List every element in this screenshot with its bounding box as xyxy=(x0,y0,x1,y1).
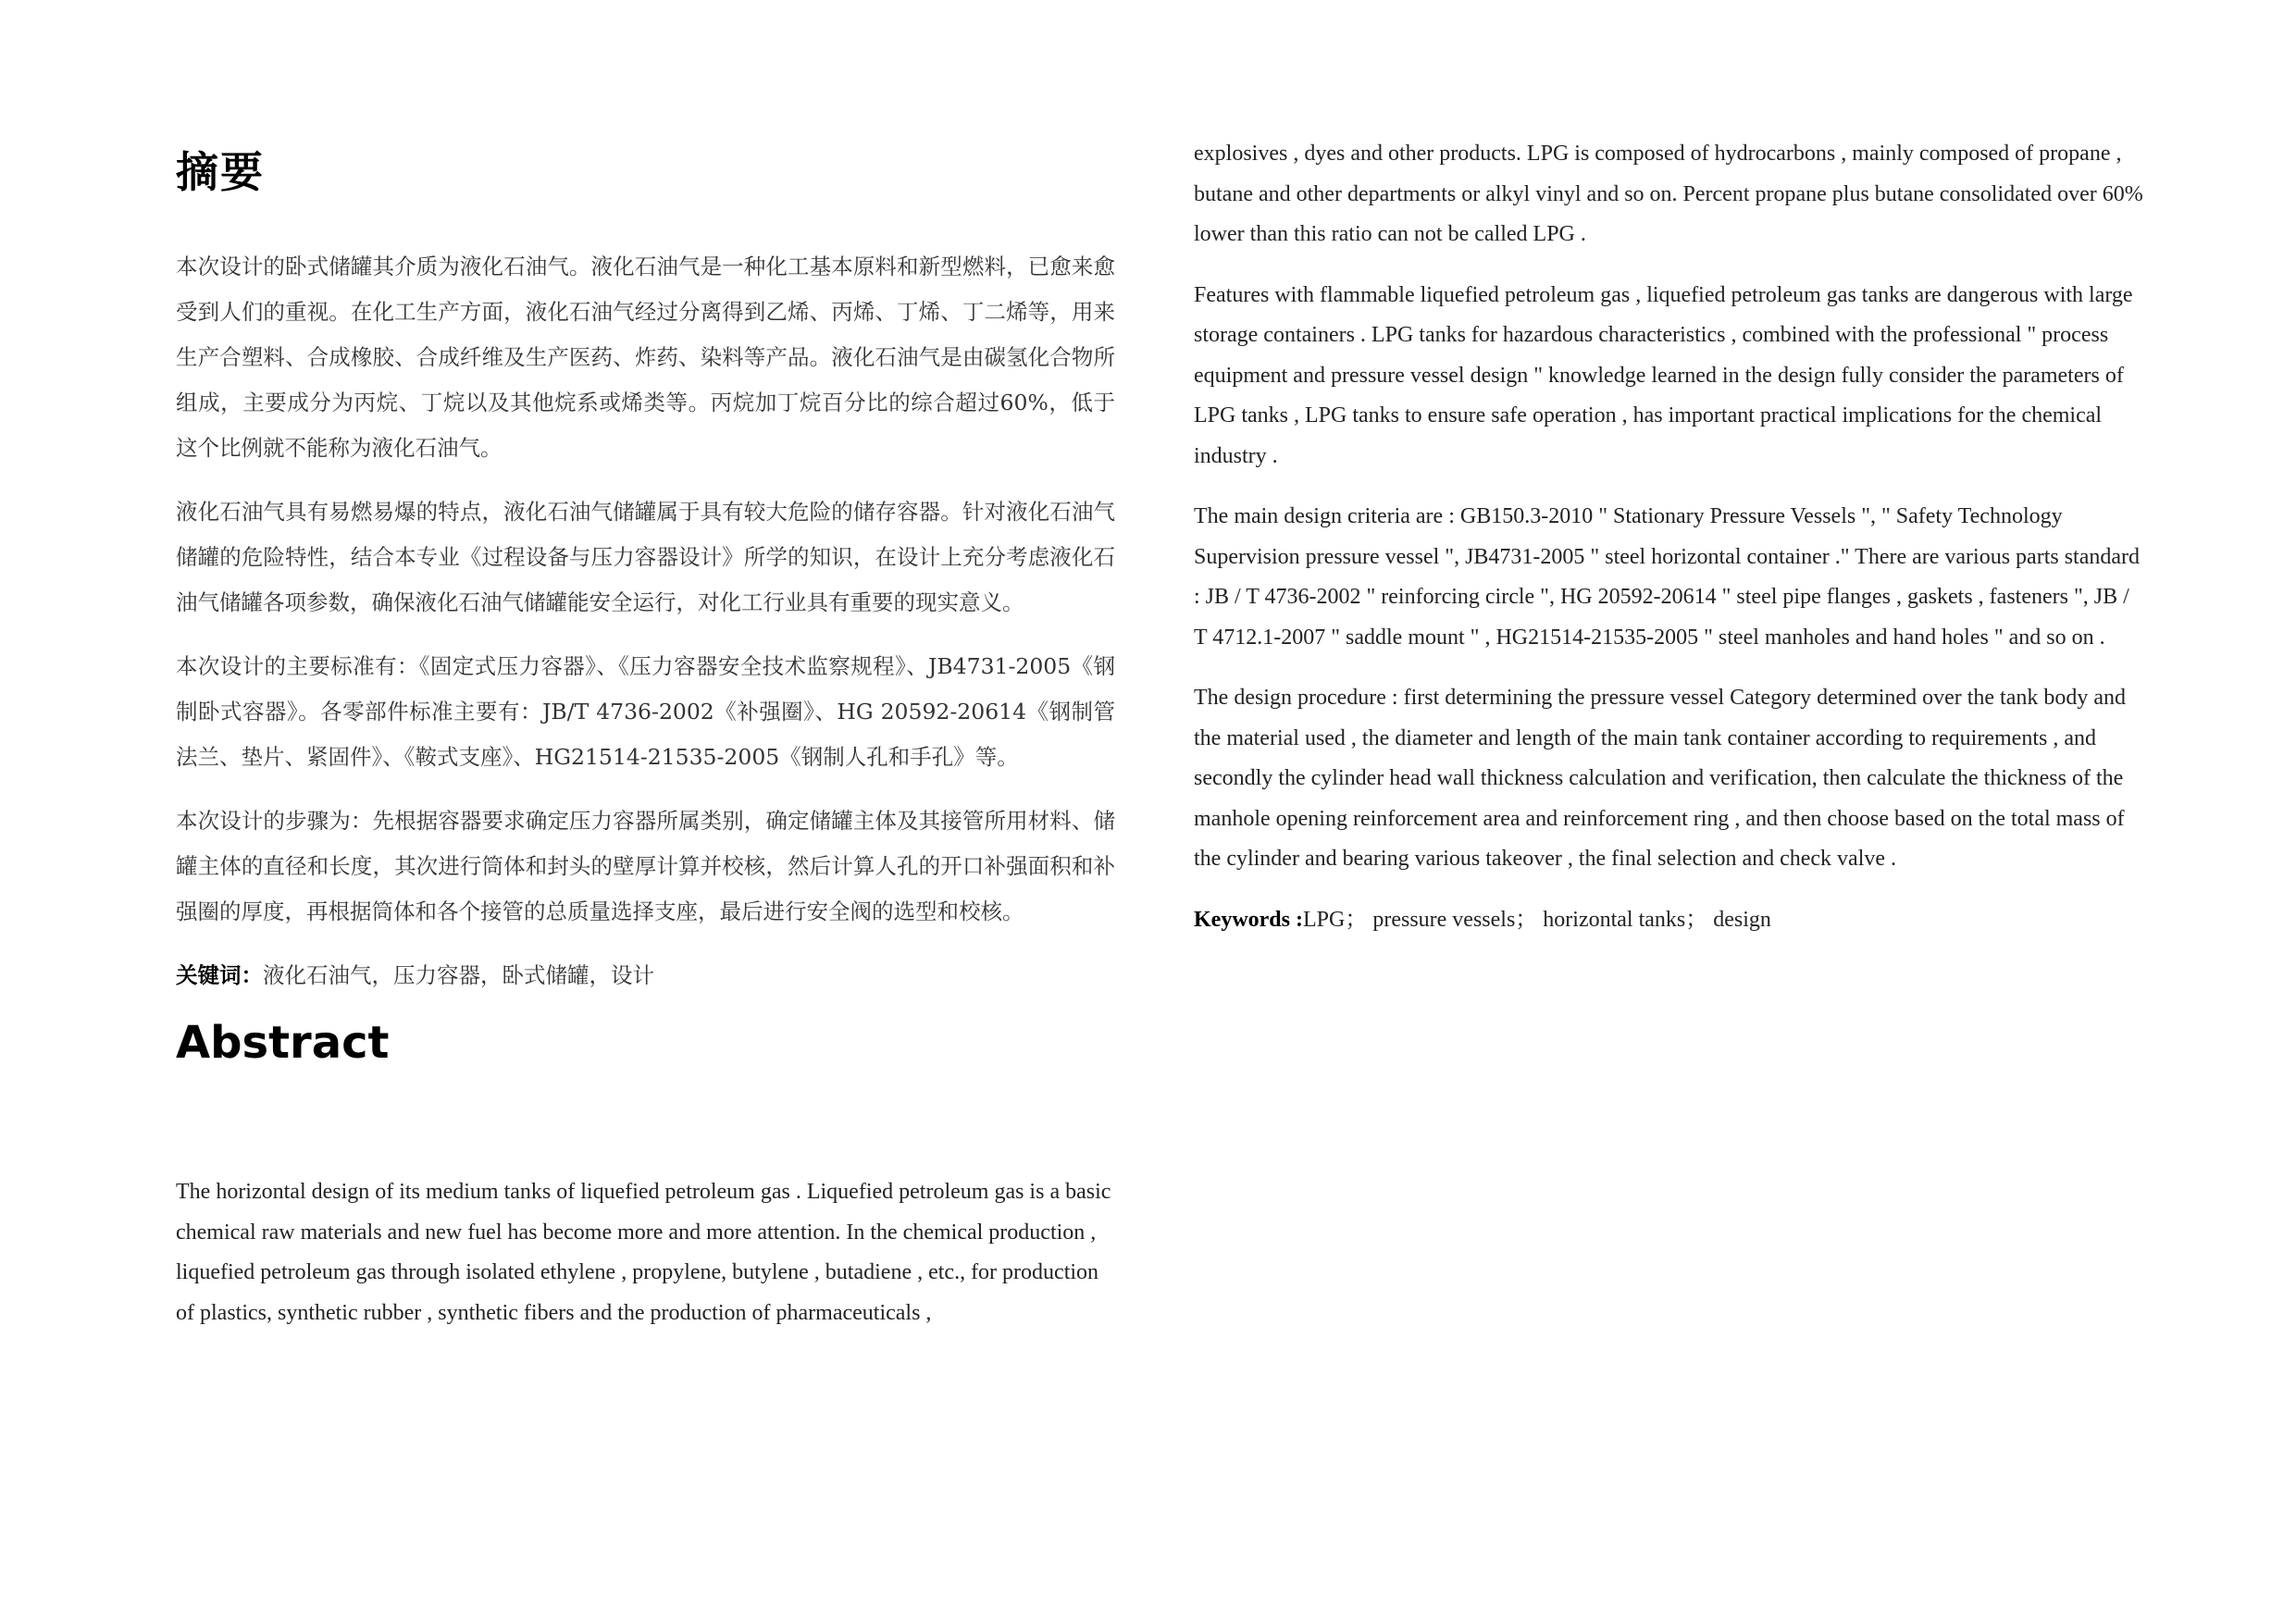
english-abstract-title: Abstract xyxy=(176,1017,390,1069)
english-abstract-paragraph-3: The main design criteria are : GB150.3-2010 " Stationary Pressure Vessels ", " Safety Technology Supervision pressure vessel ", JB4731-2005 " steel horizontal container ." There are various parts standard : JB / T 4736-2002 " reinforcing circle ", HG 20592-20614 " steel pipe flanges , gaskets , fasteners ", JB / T 4712.1-2007 " saddle mount " , HG21514-21535-2005 " steel manholes and hand holes " and so on . xyxy=(1194,504,2141,650)
english-abstract-paragraph-4: The design procedure : first determining the pressure vessel Category determined over the tank body and the material used , the diameter and length of the main tank container according to requirements , and secondly the cylinder head wall thickness calculation and verification, then calculate the thickness of the manhole opening reinforcement area and reinforcement ring , and then choose based on the total mass of the cylinder and bearing various takeover , the final selection and check valve . xyxy=(1194,686,2127,871)
english-abstract-paragraph-2: Features with flammable liquefied petroleum gas , liquefied petroleum gas tanks are dangerous with large storage containers . LPG tanks for hazardous characteristics , combined with the professional " process equipment and pressure vessel design " knowledge learned in the design fully consider the parameters of LPG tanks , LPG tanks to ensure safe operation , has important practical implications for the chemical industry . xyxy=(1194,282,2133,468)
chinese-abstract-paragraph-4: 本次设计的步骤为：先根据容器要求确定压力容器所属类别，确定储罐主体及其接管所用材料、储罐主体的直径和长度，其次进行筒体和封头的壁厚计算并校核，然后计算人孔的开口补强面积和补强圈的厚度，再根据筒体和各个接管的总质量选择支座，最后进行安全阀的选型和校核。 xyxy=(176,808,1115,924)
english-keywords-label: Keywords : xyxy=(1194,907,1303,932)
english-keywords xyxy=(1194,900,2147,941)
right-column xyxy=(1194,134,2147,940)
english-abstract-paragraph-1-continued: explosives , dyes and other products. LPG is composed of hydrocarbons , mainly composed of propane , butane and other departments or alkyl vinyl and so on. Percent propane plus butane consolidated over 60% lower than this ratio can not be called LPG . xyxy=(1194,142,2143,246)
keyword-1: LPG； xyxy=(1302,907,1368,932)
chinese-abstract-title: 摘要 xyxy=(176,147,265,197)
keyword-3: horizontal tanks； xyxy=(1543,907,1708,932)
chinese-keywords-text: 液化石油气，压力容器，卧式储罐，设计 xyxy=(263,962,654,988)
chinese-abstract-paragraph-1: 本次设计的卧式储罐其介质为液化石油气。液化石油气是一种化工基本原料和新型燃料，已愈来愈受到人们的重视。在化工生产方面，液化石油气经过分离得到乙烯、丙烯、丁烯、丁二烯等，用来生产合塑料、合成橡胶、合成纤维及生产医药、炸药、染料等产品。液化石油气是由碳氢化合物所组成，主要成分为丙烷、丁烷以及其他烷系或烯类等。丙烷加丁烷百分比的综合超过60%，低于这个比例就不能称为液化石油气。 xyxy=(176,254,1115,461)
left-column xyxy=(176,139,1115,1354)
chinese-keywords xyxy=(176,953,1115,998)
chinese-abstract-paragraph-2: 液化石油气具有易燃易爆的特点，液化石油气储罐属于具有较大危险的储存容器。针对液化石油气储罐的危险特性，结合本专业《过程设备与压力容器设计》所学的知识，在设计上充分考虑液化石油气储罐各项参数，确保液化石油气储罐能安全运行，对化工行业具有重要的现实意义。 xyxy=(176,499,1115,615)
keyword-4: design xyxy=(1713,907,1771,932)
english-abstract-paragraph-1: The horizontal design of its medium tanks of liquefied petroleum gas . Liquefied petroleum gas is a basic chemical raw materials and new fuel has become more and more attention. In the chemical production , liquefied petroleum gas through isolated ethylene , propylene, butylene , butadiene , etc., for production of plastics, synthetic rubber , synthetic fibers and the production of pharmaceuticals , xyxy=(176,1180,1111,1325)
chinese-abstract-paragraph-3: 本次设计的主要标准有：《固定式压力容器》、《压力容器安全技术监察规程》、JB4731-2005《钢制卧式容器》。各零部件标准主要有：JB/T 4736-2002《补强圈》、HG 20592-20614《钢制管法兰、垫片、紧固件》、《鞍式支座》、HG21514-21535-2005《钢制人孔和手孔》等。 xyxy=(176,653,1115,770)
chinese-keywords-label: 关键词： xyxy=(176,962,263,988)
keyword-2: pressure vessels； xyxy=(1372,907,1538,932)
